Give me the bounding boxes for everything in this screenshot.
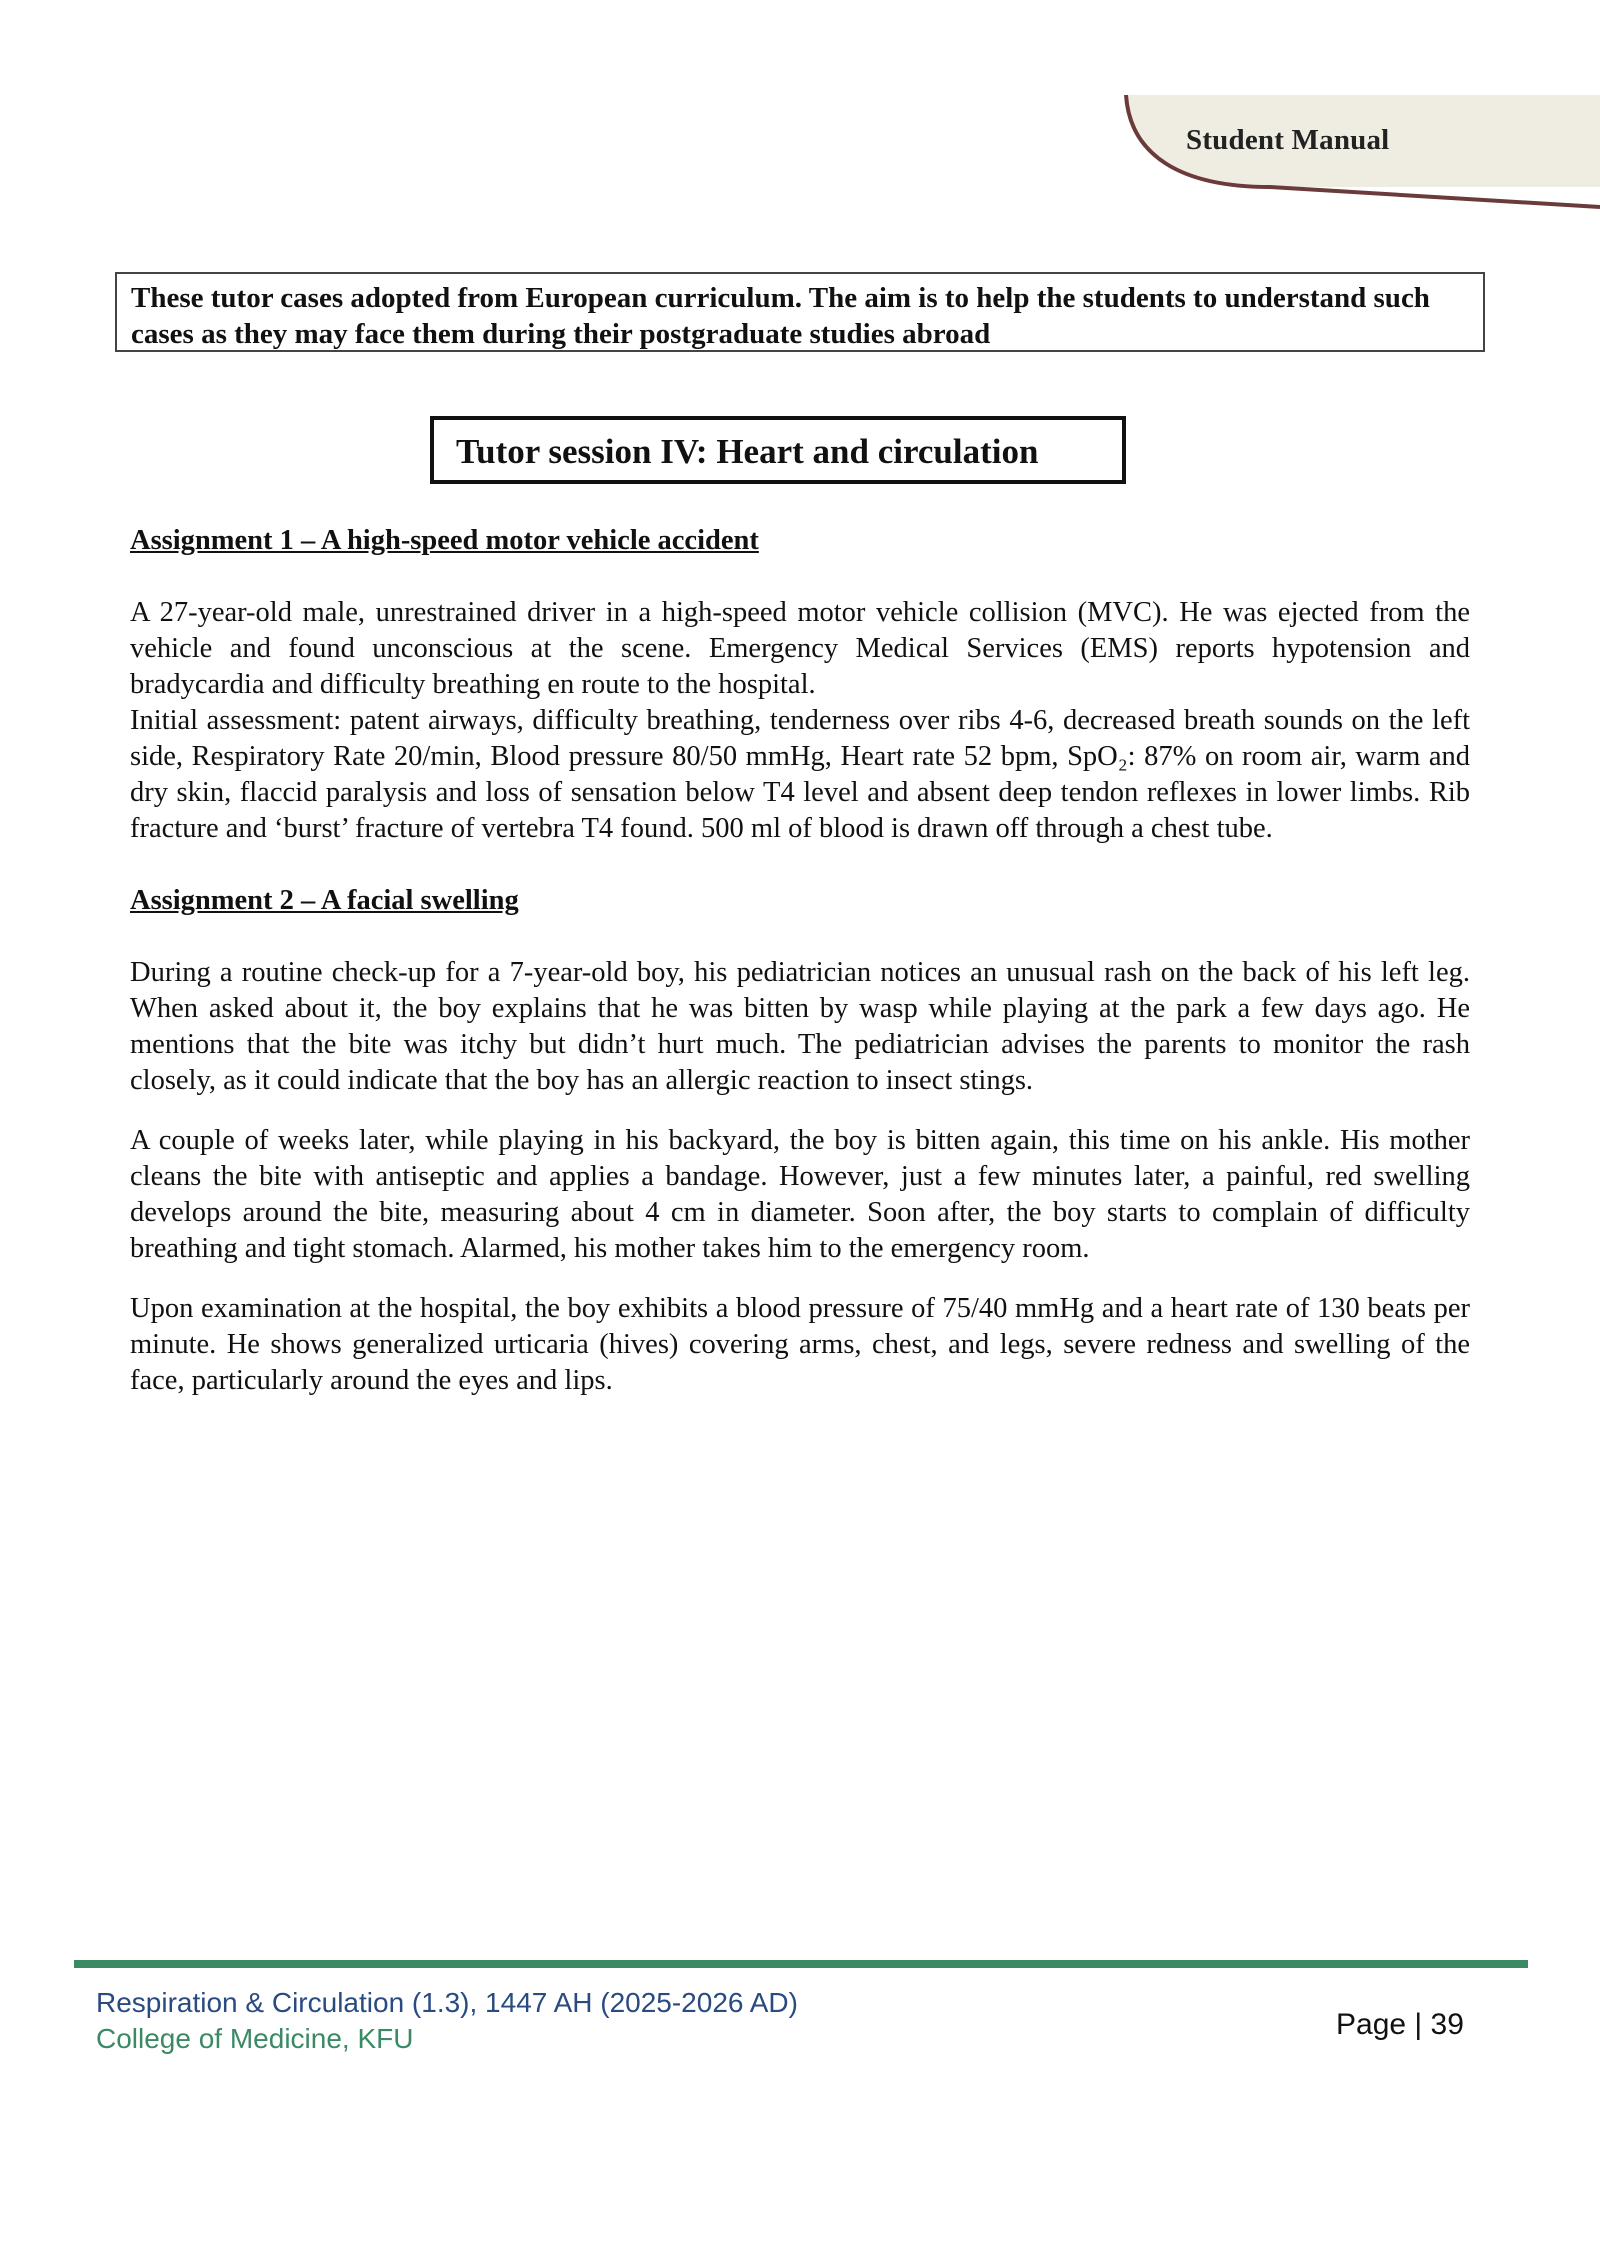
page-number: Page | 39 bbox=[1336, 2008, 1464, 2041]
document-body bbox=[130, 523, 1470, 1399]
assignment-2-paragraph-3: Upon examination at the hospital, the boy exhibits a blood pressure of 75/40 mmHg and a heart rate of 130 beats per minute. He shows generalized urticaria (hives) covering arms, chest, and legs, severe redness and swelling of the face, particularly around the eyes and lips. bbox=[130, 1293, 1470, 1396]
footer-info bbox=[96, 1985, 798, 2057]
header-label: Student Manual bbox=[1186, 124, 1390, 156]
assignment-2-heading: Assignment 2 – A facial swelling bbox=[130, 885, 519, 916]
session-title: Tutor session IV: Heart and circulation bbox=[430, 416, 1126, 484]
footer-course: Respiration & Circulation (1.3), 1447 AH (2025-2026 AD) bbox=[96, 1987, 798, 2018]
assignment-1-heading: Assignment 1 – A high-speed motor vehicle accident bbox=[130, 525, 759, 556]
footer-divider bbox=[74, 1960, 1528, 1968]
assignment-2-paragraph-2: A couple of weeks later, while playing in his backyard, the boy is bitten again, this time on his ankle. His mother cleans the bite with antiseptic and applies a bandage. However, just a few minutes later, a painful, red swelling develops around the bite, measuring about 4 cm in diameter. Soon after, the boy starts to complain of difficulty breathing and tight stomach. Alarmed, his mother takes him to the emergency room. bbox=[130, 1125, 1470, 1264]
assignment-1-paragraph-2: Initial assessment: patent airways, difficulty breathing, tenderness over ribs 4-6, decreased breath sounds on the left side, Respiratory Rate 20/min, Blood pressure 80/50 mmHg, Heart rate 52 bpm, SpO₂: 87% on room air, warm and dry skin, flaccid paralysis and loss of sensation below T4 level and absent deep tendon reflexes in lower limbs. Rib fracture and ‘burst’ fracture of vertebra T4 found. 500 ml of blood is drawn off through a chest tube. bbox=[130, 705, 1470, 844]
footer-college: College of Medicine, KFU bbox=[96, 2023, 414, 2054]
assignment-1-paragraph-1: A 27-year-old male, unrestrained driver in a high-speed motor vehicle collision (MVC). He was ejected from the vehicle and found unconscious at the scene. Emergency Medical Services (EMS) reports hypotension and bradycardia and difficulty breathing en route to the hospital. bbox=[130, 597, 1470, 700]
assignment-2-paragraph-1: During a routine check-up for a 7-year-old boy, his pediatrician notices an unusual rash on the back of his left leg. When asked about it, the boy explains that he was bitten by wasp while playing at the park a few days ago. He mentions that the bite was itchy but didn’t hurt much. The pediatrician advises the parents to monitor the rash closely, as it could indicate that the boy has an allergic reaction to insect stings. bbox=[130, 957, 1470, 1096]
notice-box: These tutor cases adopted from European curriculum. The aim is to help the students to understand such cases as they may face them during their postgraduate studies abroad bbox=[115, 272, 1485, 352]
